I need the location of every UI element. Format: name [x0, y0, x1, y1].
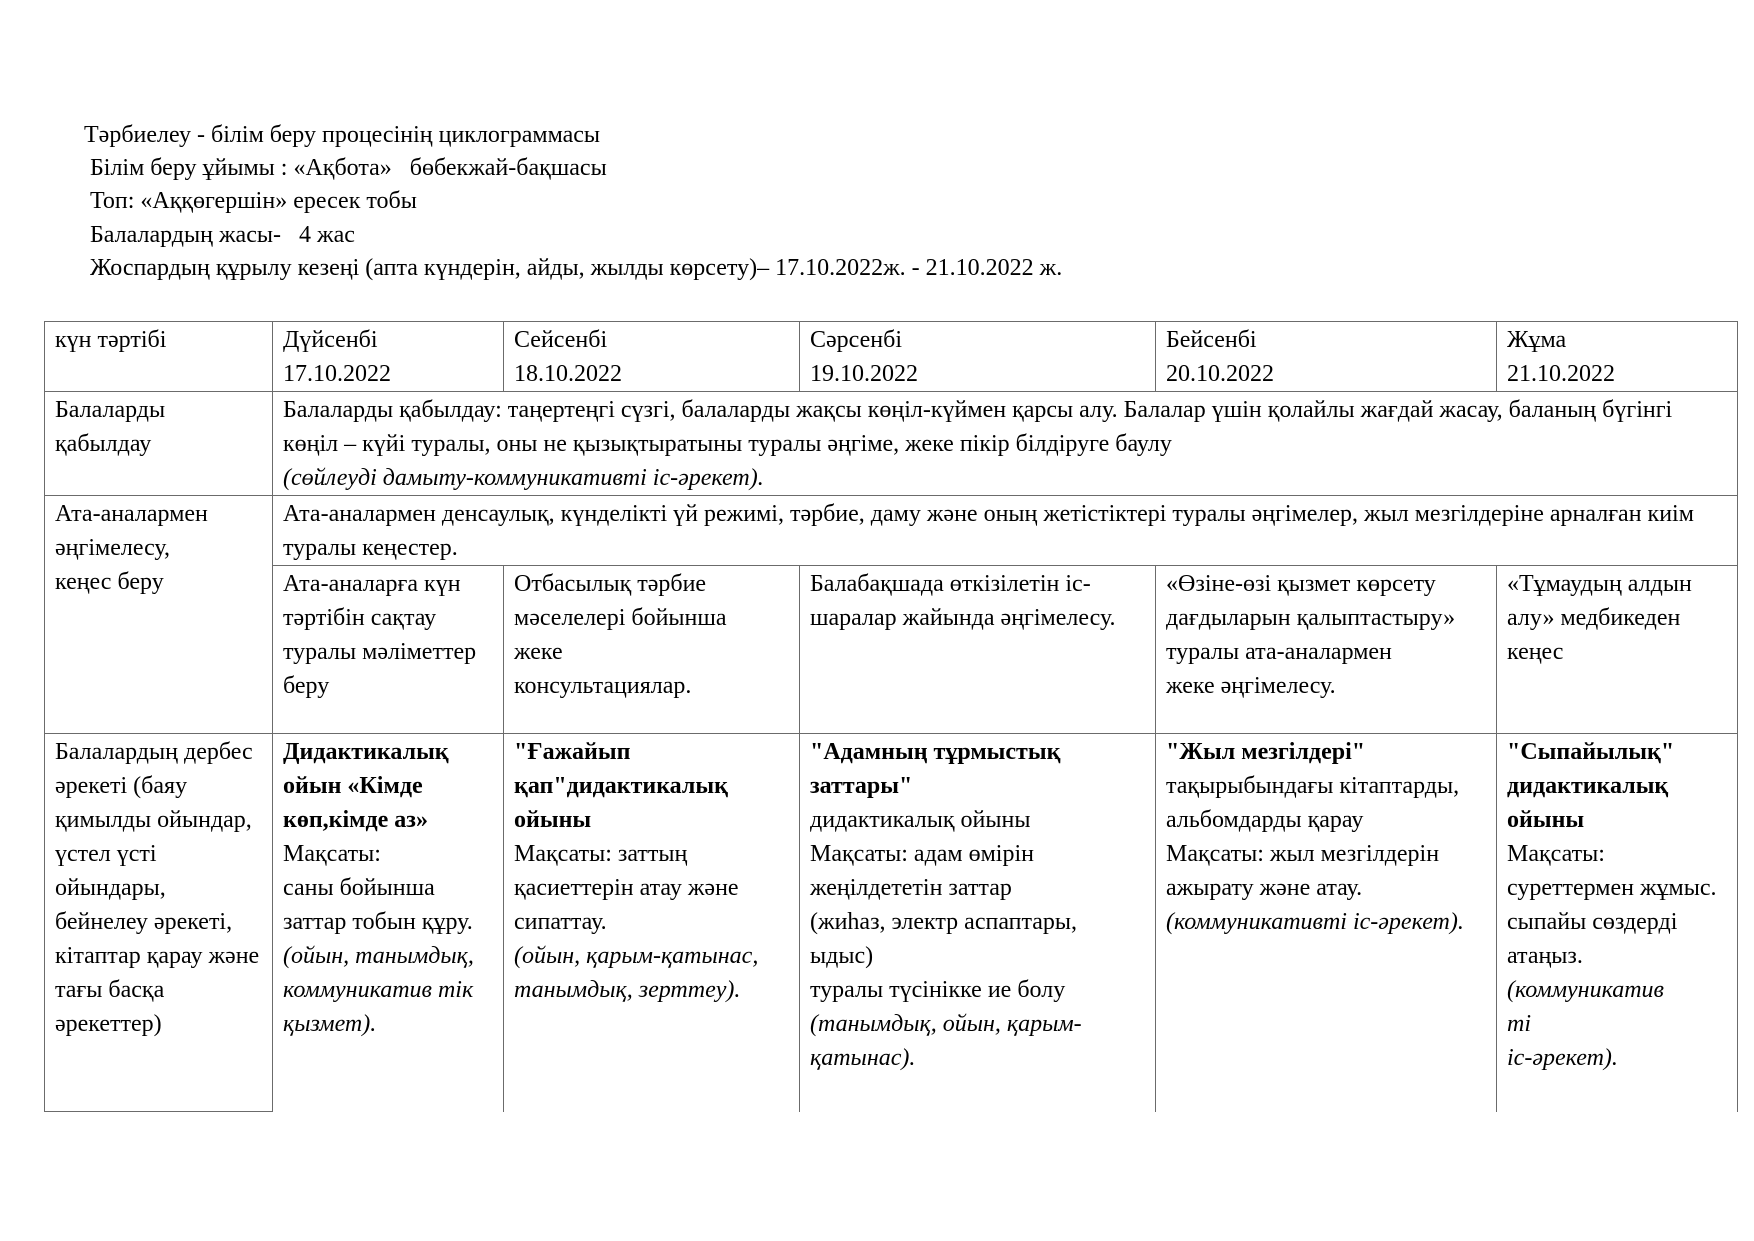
reception-note: (сөйлеуді дамыту-коммуникативті іс-әрекет). — [283, 465, 764, 491]
activity-wednesday — [800, 734, 1156, 1112]
activity-note: іс-әрекет). — [1507, 1045, 1618, 1071]
activity-friday — [1497, 734, 1738, 1112]
game-title: "Адамның тұрмыстық заттары" — [810, 739, 1061, 799]
day-date: 20.10.2022 — [1166, 361, 1274, 387]
parents-common-content: Ата-аналармен денсаулық, күнделікті үй режимі, тәрбие, даму және оның жетістіктері туралы әңгімелер, жыл мезгілдеріне арналған киім туралы кеңестер. — [273, 496, 1738, 566]
goal-text: саны бойынша заттар тобын құру. — [283, 875, 473, 935]
activity-thursday — [1156, 734, 1497, 1112]
parents-common-row — [45, 496, 1738, 566]
activity-note: ті — [1507, 1011, 1531, 1037]
day-date: 21.10.2022 — [1507, 361, 1615, 387]
goal-text: Мақсаты: заттың қасиеттерін атау және сипаттау. — [514, 841, 739, 935]
row-label-part: Балаларды — [55, 397, 166, 423]
activity-note: (ойын, танымдық, коммуникатив тік қызмет). — [283, 943, 474, 1037]
activity-note: (коммуникатив — [1507, 977, 1664, 1003]
cell-text: Отбасылық тәрбие мәселелері бойынша — [514, 571, 727, 631]
reception-row — [45, 392, 1738, 496]
reception-text: Балаларды қабылдау: таңертеңгі сүзгі, балаларды жақсы көңіл-күймен қарсы алу. Балалар үшін қолайлы жағдай жасау, баланың бүгінгі көңіл – күйі туралы, оны не қызықтыратыны туралы әңгіме, жеке пікір білдіруге баулу — [283, 397, 1673, 457]
goal-text: Мақсаты: адам өмірін жеңілдететін заттар — [810, 841, 1034, 901]
goal-label: Мақсаты: — [283, 841, 381, 867]
day-name: Жұма — [1507, 327, 1567, 353]
table-header-row — [45, 322, 1738, 392]
parents-monday: Ата-аналарға күн тәртібін сақтау туралы мәліметтер беру — [273, 566, 504, 734]
cell-text: консультациялар. — [514, 673, 692, 699]
cell-text: жеке әңгімелесу. — [1166, 673, 1336, 699]
period-line: Жоспардың құрылу кезеңі (апта күндерін, айды, жылды көрсету)– 17.10.2022ж. - 21.10.2022 ж. — [90, 255, 1063, 281]
reception-content — [273, 392, 1738, 496]
schedule-table — [44, 321, 1738, 1112]
parents-friday: «Тұмаудың алдын алу» медбикеден кеңес — [1497, 566, 1738, 734]
row-label-part: Ата-аналармен — [55, 501, 208, 527]
day-name: Сейсенбі — [514, 327, 608, 353]
day-date: 18.10.2022 — [514, 361, 622, 387]
cell-text: жеке — [514, 639, 563, 665]
activity-monday — [273, 734, 504, 1112]
day-name: Сәрсенбі — [810, 327, 902, 353]
parents-tuesday — [504, 566, 800, 734]
day-date: 19.10.2022 — [810, 361, 918, 387]
activity-note: (танымдық, ойын, қарым-қатынас). — [810, 1011, 1082, 1071]
group-line: Топ: «Аққөгершін» ересек тобы — [90, 188, 417, 214]
parents-thursday — [1156, 566, 1497, 734]
day-header-tuesday — [504, 322, 800, 392]
activity-row — [45, 734, 1738, 1112]
goal-text: тақырыбындағы кітаптарды, альбомдарды қарау — [1166, 773, 1460, 833]
goal-text: Мақсаты: жыл мезгілдерін ажырату және атау. — [1166, 841, 1440, 901]
day-name: Дүйсенбі — [283, 327, 378, 353]
game-title: "Ғажайып қап"дидактикалық ойыны — [514, 739, 728, 833]
corner-cell: күн тәртібі — [45, 322, 273, 392]
row-label-part: кеңес беру — [55, 569, 164, 595]
age-line: Балалардың жасы- 4 жас — [90, 222, 355, 248]
row-label-part: қабылдау — [55, 431, 152, 457]
day-date: 17.10.2022 — [283, 361, 391, 387]
activity-label: Балалардың дербес әрекеті (баяу қимылды ойындар, үстел үсті ойындары, бейнелеу әрекеті, кітаптар қарау және тағы басқа әрекеттер) — [45, 734, 273, 1112]
goal-text: туралы түсінікке ие болу — [810, 977, 1066, 1003]
parents-daily-row — [45, 566, 1738, 734]
day-header-friday — [1497, 322, 1738, 392]
game-title: Дидактикалық ойын «Кімде көп,кімде аз» — [283, 739, 449, 833]
game-title: "Жыл мезгілдері" — [1166, 739, 1366, 765]
game-title: "Сыпайылық" дидактикалық ойыны — [1507, 739, 1675, 833]
goal-text: Мақсаты: суреттермен жұмыс. сыпайы сөздерді атаңыз. — [1507, 841, 1717, 969]
parents-wednesday: Балабақшада өткізілетін іс-шаралар жайында әңгімелесу. — [800, 566, 1156, 734]
activity-note: (ойын, қарым-қатынас, танымдық, зерттеу). — [514, 943, 759, 1003]
activity-note: (коммуникативті іс-әрекет). — [1166, 909, 1464, 935]
day-header-monday — [273, 322, 504, 392]
organization-line: Білім беру ұйымы : «Ақбота» бөбекжай-бақшасы — [90, 155, 607, 181]
reception-label — [45, 392, 273, 496]
document-title: Тәрбиелеу - білім беру процесінің циклограммасы — [84, 122, 601, 148]
day-header-wednesday — [800, 322, 1156, 392]
goal-text: дидактикалық ойыны — [810, 807, 1031, 833]
cell-text: «Өзіне-өзі қызмет көрсету дағдыларын қалыптастыру» туралы ата-аналармен — [1166, 571, 1456, 665]
day-header-thursday — [1156, 322, 1497, 392]
activity-tuesday — [504, 734, 800, 1112]
goal-text: (жиһаз, электр аспаптары, ыдыс) — [810, 909, 1078, 969]
parents-label — [45, 496, 273, 734]
row-label-part: әңгімелесу, — [55, 535, 171, 561]
day-name: Бейсенбі — [1166, 327, 1257, 353]
